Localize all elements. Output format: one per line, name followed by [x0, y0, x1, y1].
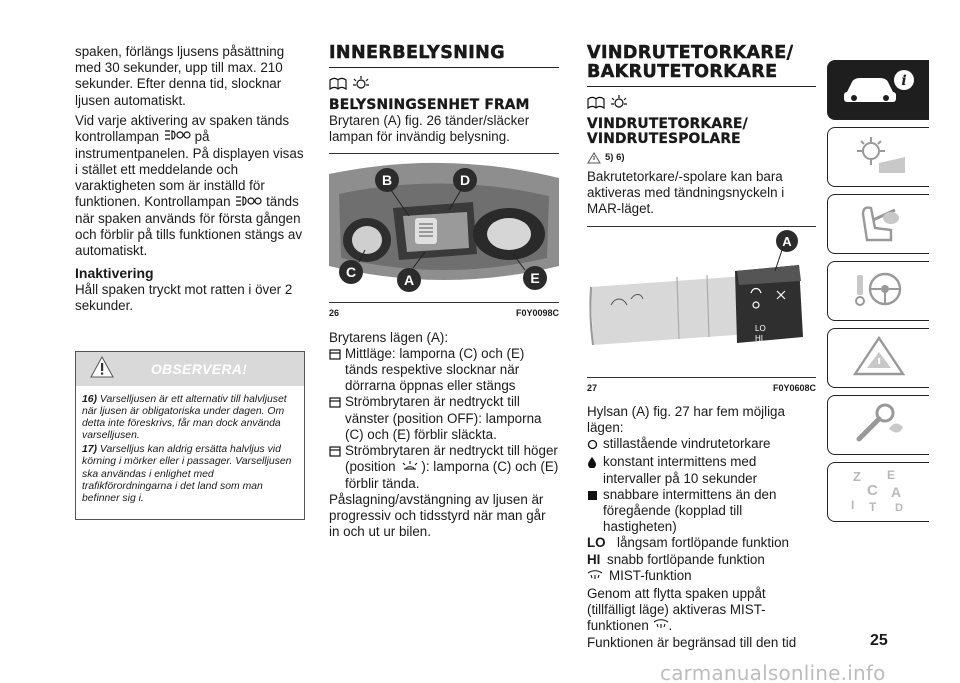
paragraph-limit: Funktionen är begränsad till den tid — [587, 635, 797, 650]
list-item-text: snabbare intermittens än den föregående (kopplad till hastigheten) — [603, 486, 777, 535]
subheading-front-unit: BELYSNINGSENHET FRAM — [329, 97, 530, 113]
svg-text:i: i — [900, 72, 907, 89]
figure-26-label-a — [397, 268, 421, 292]
bulb-icon — [609, 94, 629, 110]
figure-26-number: 26 — [329, 308, 340, 319]
tab-car-info[interactable] — [827, 60, 929, 120]
door-switch-icon — [329, 394, 341, 443]
list-item — [329, 394, 559, 443]
door-switch-icon — [329, 346, 341, 395]
figure-27-code: F0Y0608C — [772, 382, 816, 393]
section-heading-wipers-line-1: VINDRUTETORKARE/ — [587, 43, 794, 63]
figure-26-label-c — [339, 260, 363, 284]
list-item-text: långsam fortlöpande funktion — [617, 535, 789, 551]
figure-27 — [587, 226, 816, 378]
column-1 — [75, 44, 307, 314]
lever-mark-lo: LO — [755, 323, 766, 333]
list-item-text-a: Strömbrytaren är nedtryckt till höger (position — [345, 443, 558, 475]
figure-27-number: 27 — [587, 382, 598, 393]
subheading-windscreen-wiper-line-2: VINDRUTESPOLARE — [587, 131, 741, 147]
paragraph-indicator — [75, 113, 307, 260]
hi-label: HI — [587, 551, 601, 567]
positions-intro: Hylsan (A) fig. 27 har fem möjliga lägen: — [587, 403, 785, 436]
index-letter-d: D — [894, 501, 903, 514]
paragraph-mist-text-b: . — [668, 618, 673, 634]
list-item-text: snabb fortlöpande funktion — [607, 551, 765, 567]
list-item — [587, 454, 816, 486]
figure-27-label-a — [776, 230, 798, 252]
list-item-text: stillastående vindrutetorkare — [603, 436, 771, 452]
reading-book-icon — [587, 95, 605, 109]
figure-27-illustration — [587, 227, 816, 377]
list-item — [587, 568, 816, 586]
paragraph-mist — [587, 586, 816, 635]
figure-26-illustration — [329, 154, 559, 302]
paragraph-intro: Brytaren (A) fig. 26 tänder/släcker lampan för invändig belysning. — [329, 113, 530, 145]
index-letter-i: I — [850, 497, 854, 512]
list-item-text-b: ): lamporna (C) och (E) förblir tända. — [345, 459, 559, 491]
reading-book-icon — [329, 76, 347, 90]
filled-square-icon — [587, 487, 599, 536]
follow-me-home-icon — [234, 195, 262, 211]
index-letter-t: T — [868, 499, 876, 514]
door-switch-icon — [329, 443, 341, 492]
list-item-text — [345, 443, 559, 492]
figure-27-caption — [587, 378, 816, 396]
page-number: 25 — [870, 632, 888, 649]
index-letter-z: Z — [852, 468, 861, 484]
follow-me-home-icon — [163, 129, 191, 145]
positions-title: Brytarens lägen (A): — [329, 329, 449, 345]
bulb-icon — [351, 75, 371, 91]
note-header — [76, 352, 304, 386]
tab-service[interactable] — [827, 395, 929, 455]
svg-text:C: C — [345, 264, 357, 281]
list-item — [587, 552, 816, 568]
key-steering-icon — [849, 267, 909, 316]
lo-label: LO — [587, 535, 606, 551]
section-heading-interior-lights: INNERBELYSNING — [329, 43, 505, 63]
alphabet-index-icon — [847, 465, 911, 520]
index-letter-c: C — [866, 481, 878, 499]
list-item — [587, 436, 816, 454]
paragraph-indicator-text-a: Vid varje aktivering av spaken tänds kontrollampan — [75, 112, 290, 145]
heading-rule — [329, 67, 559, 68]
paragraph-indicator-text-b: på instrumentpanelen. På displayen visas i stället ett meddelande och varaktigheten som är inställd för funktionen. Kontrollampan — [75, 129, 304, 210]
subheading-windscreen-wiper — [587, 117, 816, 147]
list-item-text: MIST-funktion — [609, 567, 692, 583]
svg-text:A: A — [403, 272, 415, 289]
svg-text:E: E — [530, 270, 540, 287]
figure-26 — [329, 153, 559, 303]
wrench-service-icon — [849, 401, 909, 450]
paragraph-indicator-text-c: tänds när spaken används för första gången och förblir på tills funktionen stängs av automatiskt. — [75, 194, 303, 259]
list-item-text: konstant intermittens med intervaller på 10 sekunder — [603, 454, 758, 486]
section-heading-wipers-line-2: BAKRUTETORKARE — [587, 62, 778, 82]
column-2 — [329, 44, 559, 541]
svg-text:B: B — [381, 172, 393, 189]
subheading-windscreen-wiper-line-1: VINDRUTETORKARE/ — [587, 116, 748, 132]
drop-icon — [587, 454, 599, 486]
caution-icon — [90, 356, 114, 383]
symbol-row — [329, 74, 559, 92]
list-item — [587, 487, 816, 536]
chapter-index-sidebar — [827, 60, 929, 529]
list-item — [329, 346, 559, 395]
svg-text:A: A — [782, 233, 792, 249]
figure-26-caption — [329, 303, 559, 321]
note-text-17: Varselljus kan aldrig ersätta halvljus vid körning i mörker eller i passager. Varselljusen ska användas i enlighet med trafikförordningarna i det land som man befinner sig i. — [82, 444, 292, 504]
mist-icon — [653, 619, 669, 635]
airbag-seat-icon — [851, 200, 907, 249]
list-item-text: Mittläge: lamporna (C) och (E) tänds respektive slocknar när dörrarna öppnas eller stängs — [345, 345, 525, 394]
note-item-17 — [82, 444, 298, 504]
paragraph-deactivation: Håll spaken tryckt mot ratten i över 2 sekunder. — [75, 281, 293, 313]
figure-26-label-d — [453, 168, 477, 192]
paragraph-rear-wiper: Bakrutetorkare/-spolare kan bara aktiveras med tändningsnyckeln i MAR-läget. — [587, 169, 785, 217]
list-item — [329, 443, 559, 492]
tab-dashboard-lights[interactable] — [827, 127, 929, 187]
note-title: OBSERVERA! — [150, 361, 248, 377]
caution-small-icon — [587, 152, 601, 164]
note-number-16: 16) — [82, 394, 98, 405]
column-3 — [587, 44, 816, 651]
car-info-icon — [840, 68, 918, 113]
list-item-text: Strömbrytaren är nedtryckt till vänster (position OFF): lamporna (C) och (E) förblir släckta. — [345, 394, 542, 442]
figure-26-label-e — [523, 266, 547, 290]
off-circle-icon — [587, 436, 599, 454]
symbol-row — [587, 93, 816, 111]
tab-airbag-seat[interactable] — [827, 194, 929, 254]
index-letter-e: E — [886, 467, 895, 482]
heading-rule — [587, 86, 816, 87]
paragraph-mist-text-a: Genom att flytta spaken uppåt (tillfälligt läge) aktiveras MIST-funktionen — [587, 586, 766, 634]
note-box — [75, 351, 305, 520]
note-item-16 — [82, 394, 298, 442]
tab-alphabetical-index[interactable] — [827, 462, 929, 522]
mist-icon — [587, 568, 605, 586]
tab-key-steering[interactable] — [827, 261, 929, 321]
reference-row — [587, 149, 816, 167]
paragraph-daylight-duration: spaken, förlängs ljusens påsättning med 30 sekunder, upp till max. 210 sekunder. Efter denna tid, slocknar ljusen automatiskt. — [75, 44, 285, 108]
dashboard-lights-icon — [849, 133, 909, 182]
note-number-17: 17) — [82, 444, 98, 456]
figure-26-code: F0Y0098C — [515, 308, 559, 319]
paragraph-progressive: Påslagning/avstängning av ljusen är progressiv och tidsstyrd när man går in och ut ur bilen. — [329, 491, 546, 540]
lamp-on-icon — [399, 460, 421, 476]
tab-warning[interactable] — [827, 328, 929, 388]
lever-mark-hi: HI — [755, 333, 763, 343]
list-item — [587, 535, 816, 551]
note-text-16: Varselljusen är ett alternativ till halvljuset när ljusen är obligatoriska under dagen. Om detta inte föreskrivs, får man dock använda varselljusen. — [82, 394, 287, 442]
figure-26-label-b — [375, 168, 399, 192]
footer-watermark: carmanualsonline.info — [660, 661, 886, 683]
note-body — [76, 386, 304, 511]
section-heading-wipers — [587, 44, 816, 82]
index-letter-a: A — [890, 483, 901, 500]
subheading-deactivation: Inaktivering — [75, 265, 154, 282]
note-references: 5) 6) — [605, 151, 625, 163]
warning-triangle-icon — [849, 334, 909, 383]
svg-text:D: D — [459, 172, 471, 189]
